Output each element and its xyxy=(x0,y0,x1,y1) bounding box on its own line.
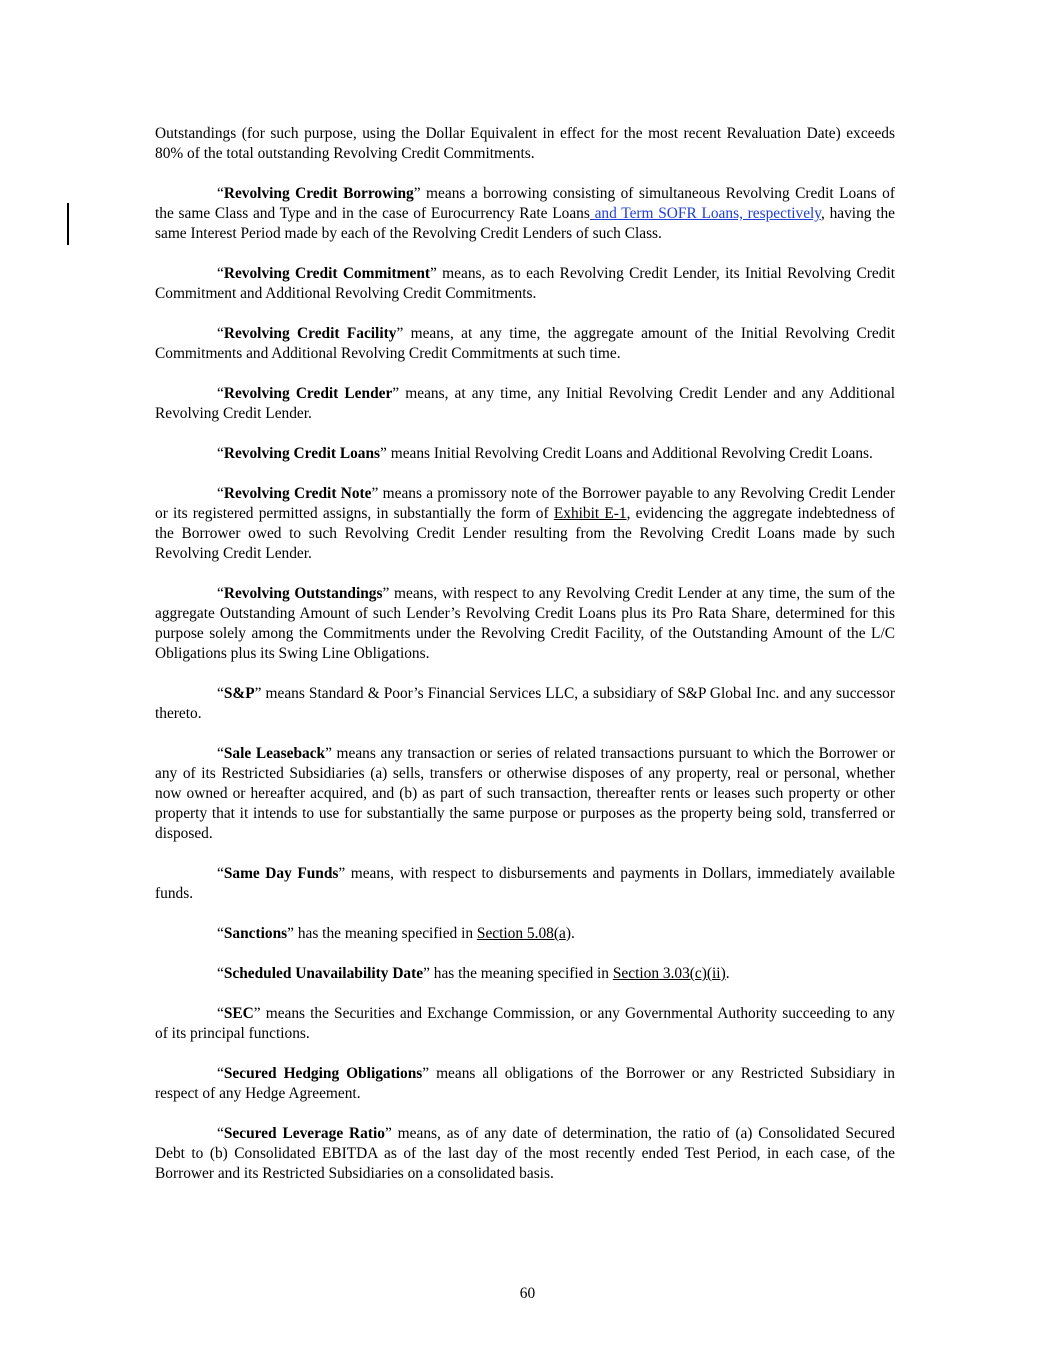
section-reference: Section 3.03(c)(ii) xyxy=(612,965,726,982)
defined-term: Secured Leverage Ratio xyxy=(223,1125,385,1142)
definition-text: ” means a promissory note of the Borrower payable to any Revolving Credit Lender or its registered permitted assigns, in substantially the form of xyxy=(155,485,895,522)
definition-s-and-p: “S&P” means Standard & Poor’s Financial Services LLC, a subsidiary of S&P Global Inc. and any successor thereto. xyxy=(155,685,895,722)
definition-text: ” means a borrowing consisting of simultaneous Revolving Credit Loans of the same Class and Type and in the case of Eurocurrency Rate Loans xyxy=(155,185,895,222)
definition-same-day-funds: “Same Day Funds” means, with respect to disbursements and payments in Dollars, immediately available funds. xyxy=(155,865,895,902)
section-reference: Section 5.08(a xyxy=(476,925,566,942)
definition-text: . xyxy=(725,965,730,982)
definition-text: ” means, with respect to any Revolving Credit Lender at any time, the sum of the aggregate Outstanding Amount of such Lender’s Revolving Credit Loans plus its Pro Rata Share, determined for this purpose solely among the Commitments under the Revolving Credit Facility, of the Outstanding Amount of the L/C Obligations plus its Swing Line Obligations. xyxy=(155,585,895,662)
defined-term: Same Day Funds xyxy=(223,865,339,882)
defined-term: Revolving Credit Commitment xyxy=(223,265,431,282)
definition-revolving-credit-note: “Revolving Credit Note” means a promissory note of the Borrower payable to any Revolving Credit Lender or its registered permitted assigns, in substantially the form of Exhibit E-1, evidencing the aggregate indebtedness of the Borrower owed to such Revolving Credit Lender resulting from the Revolving Credit Loans made by such Revolving Credit Lender. xyxy=(155,485,896,562)
definition-text: ” has the meaning specified in xyxy=(287,925,477,942)
document-body xyxy=(155,124,895,1204)
definition-secured-hedging-obligations: “Secured Hedging Obligations” means all obligations of the Borrower or any Restricted Subsidiary in respect of any Hedge Agreement. xyxy=(155,1065,895,1102)
definition-revolving-credit-borrowing: “Revolving Credit Borrowing” means a borrowing consisting of simultaneous Revolving Credit Loans of the same Class and Type and in the case of Eurocurrency Rate Loans and Term SOFR Loans, respectively, having the same Interest Period made by each of the Revolving Credit Lenders of such Class. xyxy=(155,185,896,242)
change-bar xyxy=(67,203,69,245)
page-number: 60 xyxy=(519,1285,536,1302)
defined-term: Sanctions xyxy=(223,925,288,942)
definition-text: ” has the meaning specified in xyxy=(423,965,613,982)
defined-term: Revolving Credit Note xyxy=(223,485,372,502)
definition-secured-leverage-ratio: “Secured Leverage Ratio” means, as of any date of determination, the ratio of (a) Consolidated Secured Debt to (b) Consolidated EBITDA as of the last day of the most recently ended Test Period, in each case, of the Borrower and its Restricted Subsidiaries on a consolidated basis. xyxy=(155,1125,895,1182)
defined-term: Revolving Credit Lender xyxy=(223,385,393,402)
definition-text: ” means Standard & Poor’s Financial Services LLC, a subsidiary of S&P Global Inc. and any successor thereto. xyxy=(155,685,895,722)
definition-text: ” means any transaction or series of related transactions pursuant to which the Borrower or any of its Restricted Subsidiaries (a) sells, transfers or otherwise disposes of any property, real or personal, whether now owned or hereafter acquired, and (b) as part of such transaction, thereafter rents or leases such property or other property that it intends to use for substantially the same purpose or purposes as the property being sold, transferred or disposed. xyxy=(155,745,895,842)
definition-revolving-credit-facility: “Revolving Credit Facility” means, at any time, the aggregate amount of the Initial Revolving Credit Commitments and Additional Revolving Credit Commitments at such time. xyxy=(155,325,895,362)
definition-text: ” means, at any time, the aggregate amount of the Initial Revolving Credit Commitments and Additional Revolving Credit Commitments at such time. xyxy=(155,325,895,362)
defined-term: Revolving Credit Facility xyxy=(223,325,397,342)
inserted-text: and Term SOFR Loans, respectively xyxy=(589,205,822,222)
definition-revolving-credit-lender: “Revolving Credit Lender” means, at any time, any Initial Revolving Credit Lender and any Additional Revolving Credit Lender. xyxy=(155,385,896,422)
defined-term: S&P xyxy=(223,685,255,702)
defined-term: Secured Hedging Obligations xyxy=(223,1065,423,1082)
continuation-paragraph: Outstandings (for such purpose, using the Dollar Equivalent in effect for the most recent Revaluation Date) exceeds 80% of the total outstanding Revolving Credit Commitments. xyxy=(155,125,895,162)
defined-term: Revolving Credit Borrowing xyxy=(223,185,414,202)
definition-revolving-outstandings: “Revolving Outstandings” means, with respect to any Revolving Credit Lender at any time, the sum of the aggregate Outstanding Amount of such Lender’s Revolving Credit Loans plus its Pro Rata Share, determined for this purpose solely among the Commitments under the Revolving Credit Facility, of the Outstanding Amount of the L/C Obligations plus its Swing Line Obligations. xyxy=(155,585,895,662)
definition-revolving-credit-commitment: “Revolving Credit Commitment” means, as to each Revolving Credit Lender, its Initial Revolving Credit Commitment and Additional Revolving Credit Commitments. xyxy=(155,265,895,302)
definition-text: ” means the Securities and Exchange Commission, or any Governmental Authority succeeding to any of its principal functions. xyxy=(155,1005,895,1042)
definition-sanctions: “Sanctions” has the meaning specified in Section 5.08(a). xyxy=(217,925,575,942)
exhibit-reference: Exhibit E-1 xyxy=(553,505,627,522)
defined-term: SEC xyxy=(223,1005,254,1022)
definition-text: ” means, at any time, any Initial Revolving Credit Lender and any Additional Revolving Credit Lender. xyxy=(155,385,896,422)
definition-revolving-credit-loans: “Revolving Credit Loans” means Initial Revolving Credit Loans and Additional Revolving Credit Loans. xyxy=(217,445,873,462)
definition-text: ” means, as to each Revolving Credit Lender, its Initial Revolving Credit Commitment and Additional Revolving Credit Commitments. xyxy=(155,265,895,302)
defined-term: Scheduled Unavailability Date xyxy=(223,965,424,982)
definition-text: , having the same Interest Period made by each of the Revolving Credit Lenders of such Class. xyxy=(155,205,896,242)
definition-text: , evidencing the aggregate indebtedness of the Borrower owed to such Revolving Credit Lender resulting from the Revolving Credit Loans made by such Revolving Credit Lender. xyxy=(155,505,896,562)
defined-term: Sale Leaseback xyxy=(223,745,326,762)
defined-term: Revolving Outstandings xyxy=(223,585,383,602)
definition-scheduled-unavailability-date: “Scheduled Unavailability Date” has the meaning specified in Section 3.03(c)(ii). xyxy=(217,965,730,982)
definition-sale-leaseback: “Sale Leaseback” means any transaction or series of related transactions pursuant to which the Borrower or any of its Restricted Subsidiaries (a) sells, transfers or otherwise disposes of any property, real or personal, whether now owned or hereafter acquired, and (b) as part of such transaction, thereafter rents or leases such property or other property that it intends to use for substantially the same purpose or purposes as the property being sold, transferred or disposed. xyxy=(155,745,895,842)
definition-text: ” means, with respect to disbursements and payments in Dollars, immediately available funds. xyxy=(155,865,895,902)
definition-text: ” means, as of any date of determination, the ratio of (a) Consolidated Secured Debt to (b) Consolidated EBITDA as of the last day of the most recently ended Test Period, in each case, of the Borrower and its Restricted Subsidiaries on a consolidated basis. xyxy=(155,1125,895,1182)
definition-text: ” means Initial Revolving Credit Loans and Additional Revolving Credit Loans. xyxy=(380,445,873,462)
definition-sec: “SEC” means the Securities and Exchange Commission, or any Governmental Authority succeeding to any of its principal functions. xyxy=(155,1005,895,1042)
definition-text: ). xyxy=(565,925,575,942)
definition-text: ” means all obligations of the Borrower or any Restricted Subsidiary in respect of any Hedge Agreement. xyxy=(155,1065,895,1102)
defined-term: Revolving Credit Loans xyxy=(223,445,381,462)
